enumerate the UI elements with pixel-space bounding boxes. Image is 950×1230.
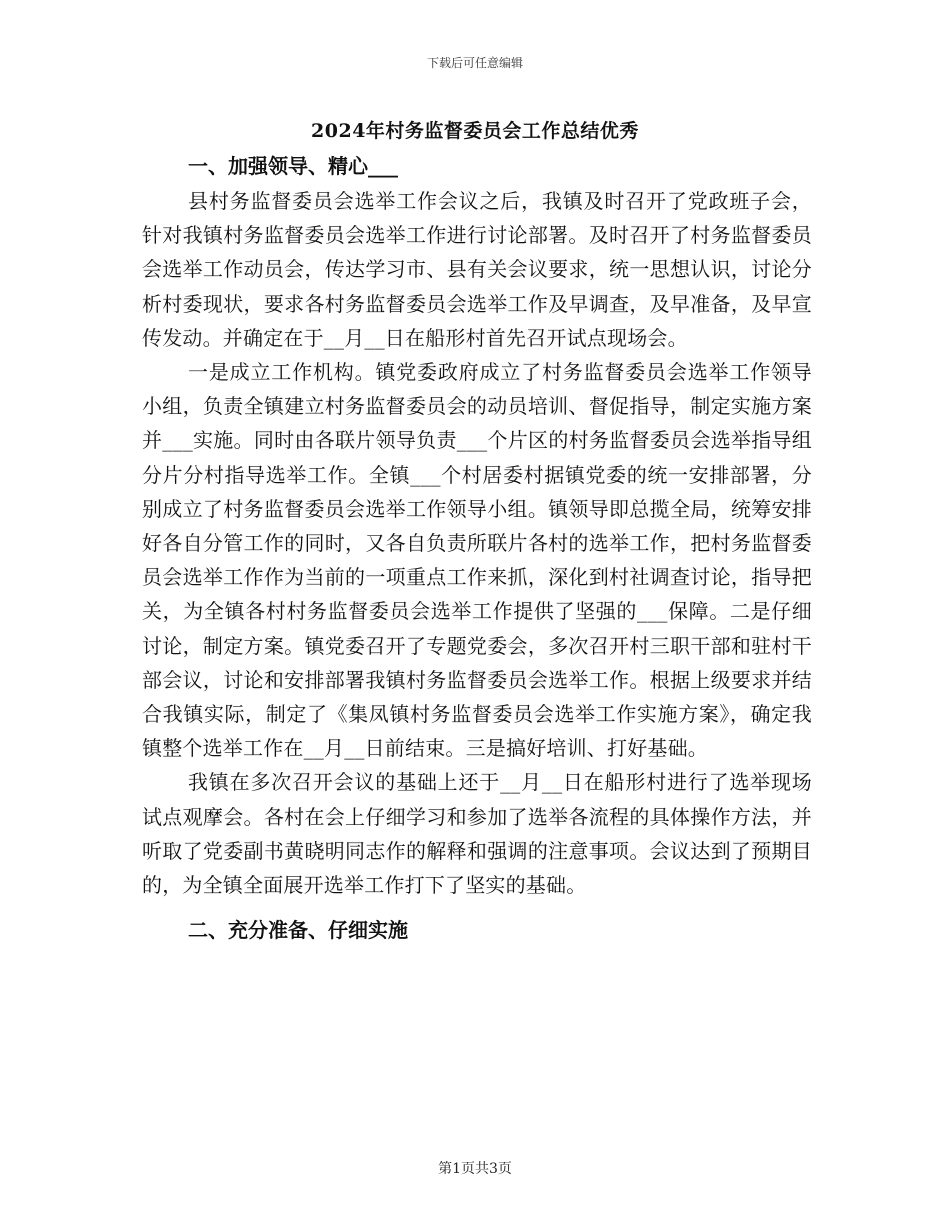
section-heading-1: 一、加强领导、精心___ (188, 154, 398, 178)
header-note: 下载后可任意编辑 (426, 56, 523, 70)
paragraph-3: 我镇在多次召开会议的基础上还于__月__日在船形村进行了选举现场试点观摩会。各村在会上仔细学习和参加了选举各流程的具体操作方法，并听取了党委副书黄晓明同志作的解释和强调的注意事项。会议达到了预期目的，为全镇全面展开选举工作打下了坚实的基础。 (142, 770, 812, 898)
document-title: 2024年村务监督委员会工作总结优秀 (311, 120, 639, 142)
page-number: 第1页共3页 (438, 1161, 512, 1177)
document-body (142, 148, 812, 948)
paragraph-1: 县村务监督委员会选举工作会议之后，我镇及时召开了党政班子会，针对我镇村务监督委员会选举工作进行讨论部署。及时召开了村务监督委员会选举工作动员会，传达学习市、县有关会议要求，统一思想认识，讨论分析村委现状，要求各村务监督委员会选举工作及早调查，及早准备，及早宣传发动。并确定在于__月__日在船形村首先召开试点现场会。 (142, 189, 812, 350)
section-heading-2: 二、充分准备、仔细实施 (188, 918, 408, 943)
paragraph-2: 一是成立工作机构。镇党委政府成立了村务监督委员会选举工作领导小组，负责全镇建立村务监督委员会的动员培训、督促指导，制定实施方案并___实施。同时由各联片领导负责___个片区的村务监督委员会选举指导组分片分村指导选举工作。全镇___个村居委村据镇党委的统一安排部署，分别成立了村务监督委员会选举工作领导小组。镇领导即总揽全局，统筹安排好各自分管工作的同时，又各自负责所联片各村的选举工作，把村务监督委员会选举工作作为当前的一项重点工作来抓，深化到村社调查讨论，指导把关，为全镇各村村务监督委员会选举工作提供了坚强的___保障。二是仔细讨论，制定方案。镇党委召开了专题党委会，多次召开村三职干部和驻村干部会议，讨论和安排部署我镇村务监督委员会选举工作。根据上级要求并结合我镇实际，制定了《集凤镇村务监督委员会选举工作实施方案》，确定我镇整个选举工作在__月__日前结束。三是搞好培训、打好基础。 (142, 360, 812, 761)
